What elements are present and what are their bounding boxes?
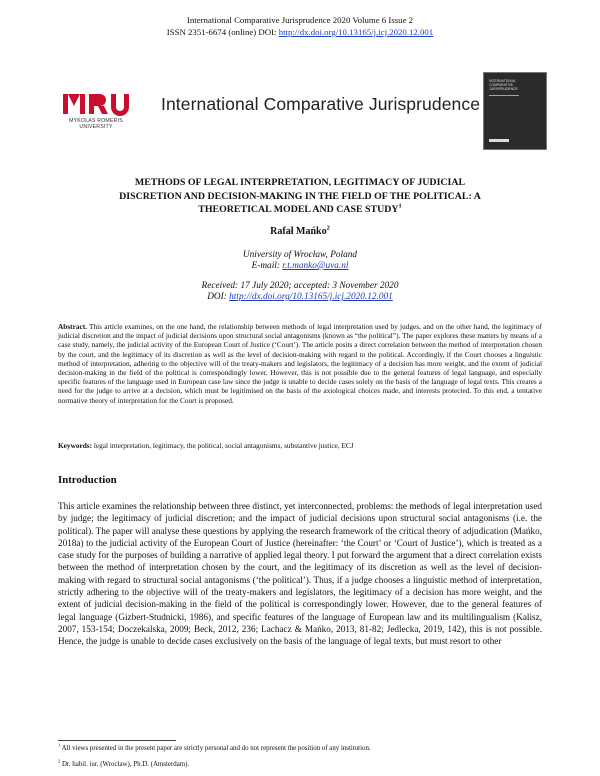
introduction-body: This article examines the relationship between three distinct, yet interconnected, problems: the methods of legal interpretation used by judge; the legitimacy of judicial discretion; and the impact of judicial decisions upon structural social antagonisms (i.e. the political). The paper will analyse these questions by applying the research framework of the critical theory of adjudication (Mańko, 2018a) to the judicial activity of the European Court of Justice (hereinafter: ‘the Court’ or ‘Court of Justice’), which is treated as a case study for the purposes of building a narrative of applied legal theory. I put forward the argument that a direct correlation exists between the method of interpretation chosen by the court, and the legitimacy of its discretion as well as the level of decision-making with regard to structural social antagonisms (‘the political’). Thus, if a judge chooses a linguistic method of interpretation, strictly adhering to the objective will of the treaty-makers and legislators, the legitimacy of a decision has more weight, and the extent of judicial decision-making in the field of the political is correspondingly lower. However, due to the general features of legal language (Gizbert-Studnicki, 1986), and specific features of the language of European law and its multilingualism (Kalisz, 2007, 153-154; Doczekalska, 2009; Beck, 2012, 236; Lachacz & Mańko, 2013, 81-82; Jedlecka, 2019, 142), this is not possible. Hence, the judge is unable to decide cases exclusively on the basis of the language of legal texts, but must resort to other (58, 501, 542, 647)
journal-cover-thumbnail (483, 72, 547, 150)
footnote-divider (58, 740, 176, 741)
author-affiliation: University of Wrocław, Poland (242, 250, 358, 260)
author-email-line: E-mail: r.t.manko@uva.nl (251, 261, 349, 271)
introduction-heading: Introduction (58, 474, 117, 486)
abstract (58, 322, 542, 405)
author-footnote-mark: 2 (326, 224, 330, 232)
university-name: MYKOLAS ROMERIS UNIVERSITY (69, 118, 123, 131)
issn-doi-line (0, 26, 600, 38)
keywords (58, 441, 542, 450)
keywords-label: Keywords: (58, 441, 93, 450)
author-email-link[interactable]: r.t.manko@uva.nl (282, 261, 349, 271)
abstract-label: Abstract. (58, 322, 87, 331)
university-logo (55, 78, 137, 138)
title-footnote-mark: 1 (398, 202, 402, 210)
header-doi-link[interactable]: http://dx.doi.org/10.13165/j.icj.2020.12.001 (278, 27, 434, 37)
article-author: Rafał Mańko$^2$ (270, 224, 330, 237)
article-title: METHODS OF LEGAL INTERPRETATION, LEGITIMACY OF JUDICIAL DISCRETION AND DECISION-MAKING IN THE FIELD OF THE POLITICAL: A THEORETICAL MODEL AND CASE STUDY$^1$ (119, 177, 481, 215)
journal-banner (55, 78, 545, 138)
article-doi-link[interactable]: http://dx.doi.org/10.13165/j.icj.2020.12.001 (229, 292, 393, 302)
cover-title: INTERNATIONAL COMPARATIVE JURISPRUDENCE (489, 79, 518, 91)
issn-prefix: ISSN 2351-6674 (online) DOI: (166, 27, 279, 37)
abstract-text: This article examines, on the one hand, the relationship between methods of legal interpretation used by judges, and on the other hand, the legitimacy of judicial discretion and the impact of judicial decisions upon structural social antagonisms (known as “the political”). The paper explores these matters by means of a case study, namely, the judicial activity of the European Court of Justice (‘Court’). The article posits a direct correlation between the method of interpretation chosen by the court, and the legitimacy of its discretion as well as the level of decision-making with regard to the political. Accordingly, if the Court chooses a linguistic method of interpretation, adhering to the objective will of the treaty-makers and legislators, the legitimacy of a decision has more weight, and the extent of judicial decision-making in the field of the political is correspondingly lower. However, this is not possible due to the general features of legal language, and especially specific features of the language used in European case law since the judge is unable to decide cases solely on the basis of the language of legal texts. This creates a need for the judge to arrive at a decision, which must be legitimised on the basis of the axiological choices made, and interests protected. To this end, a tentative normative theory of interpretation for the Court is proposed. (58, 322, 542, 405)
banner-journal-title: International Comparative Jurisprudence (161, 94, 481, 114)
cover-publisher-mark (489, 139, 509, 142)
mru-logo-icon (63, 90, 129, 116)
footnote-2: $^2$ Dr. habil. iur. (Wrocław), Ph.D. (Amsterdam). (58, 758, 190, 768)
received-dates: Received: 17 July 2020; accepted: 3 November 2020 (201, 281, 399, 291)
article-doi-line: DOI: http://dx.doi.org/10.13165/j.icj.2020.12.001 (207, 292, 393, 302)
journal-citation-line: International Comparative Jurisprudence 2020 Volume 6 Issue 2 (186, 15, 414, 25)
cover-accent-bar (489, 95, 519, 96)
footnote-1: $^1$ All views presented in the present paper are strictly personal and do not represent the position of any institution. (58, 742, 371, 752)
keywords-text: legal interpretation, legitimacy, the political, social antagonisms, substantive justice, ECJ (92, 441, 354, 450)
